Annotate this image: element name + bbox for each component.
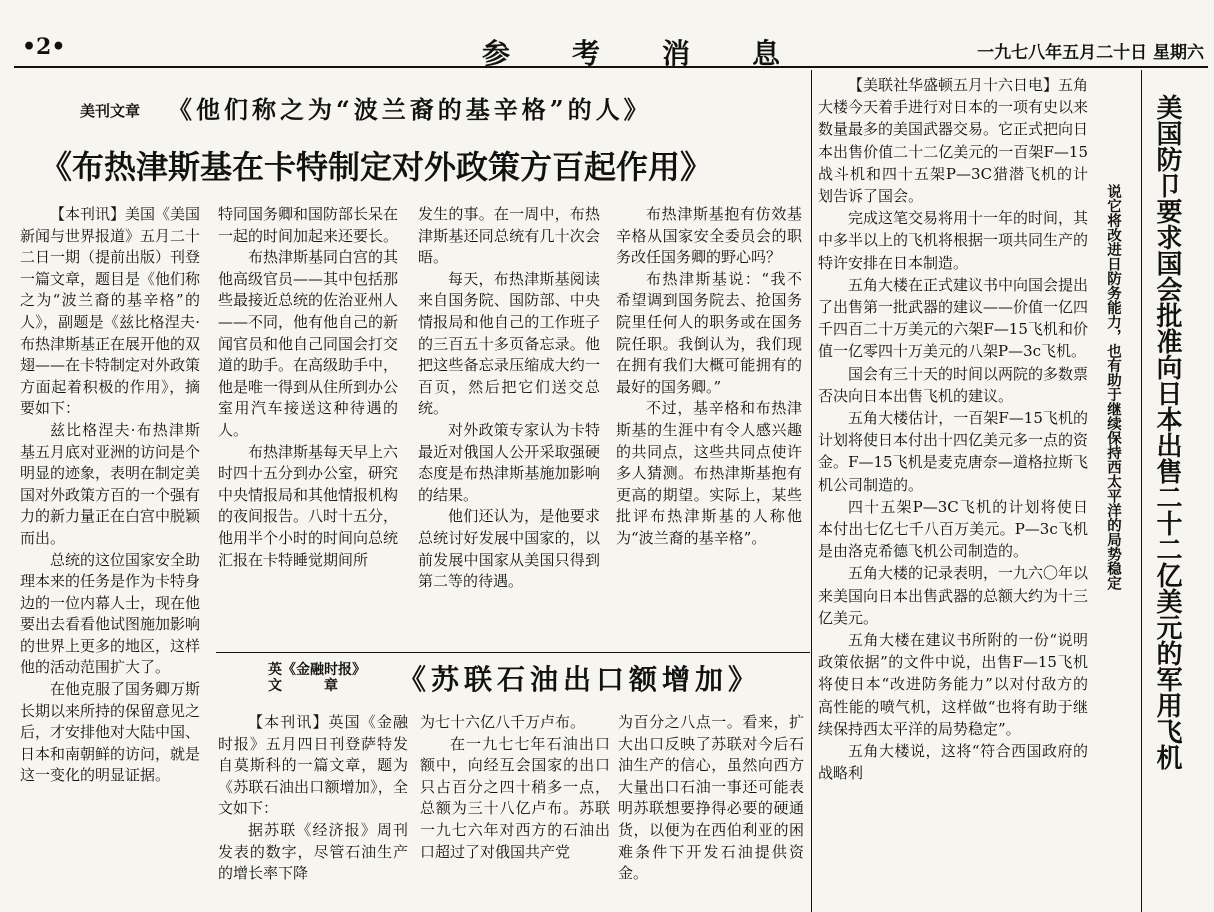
article2-kicker <box>268 662 366 694</box>
paragraph: 对外政策专家认为卡特最近对俄国人公开采取强硬态度是布热津斯基施加影响的结果。 <box>418 420 600 504</box>
paragraph: 五角大楼在建议书所附的一份“说明政策依据”的文件中说，出售F—15飞机将使日本“改进防务能力”以对付敌方的高性能的喷气机，这样做“也将有助于继续保持西太平洋的局势稳定”。 <box>818 631 1088 738</box>
paragraph: 发生的事。在一周中，布热津斯基还同总统有几十次会晤。 <box>418 205 600 267</box>
article3-subtitle: 说它将改进日防务能力，也有助于继续保持西太平洋的局势稳定 <box>1105 184 1122 590</box>
article1-column-4 <box>616 204 802 649</box>
paragraph: 特同国务卿和国防部长呆在一起的时间加起来还要长。 <box>218 205 398 245</box>
article3-body <box>818 74 1088 910</box>
paragraph: 【美联社华盛顿五月十六日电】五角大楼今天着手进行对日本的一项有史以来数量最多的美国武器交易。它正式把向日本出售价值二十二亿美元的一百架F—15战斗机和四十五架P—3C猎潜飞机的计划告诉了国会。 <box>818 76 1088 206</box>
article2-kicker-line2: 文 章 <box>268 678 338 694</box>
paragraph: 布热津斯基同白宫的其他高级官员——其中包括那些最接近总统的佐治亚州人——不同，他有他自己的新闻官员和他自己同国会打交道的助手。在高级助手中，他是唯一得到从住所到办公室用汽车接送这种待遇的人。 <box>218 248 398 439</box>
article1-column-3 <box>418 204 600 649</box>
article1-column-2 <box>218 204 398 649</box>
article1-subtitle: 《他们称之为“波兰裔的基辛格”的人》 <box>168 95 652 124</box>
paragraph: 五角大楼说，这将“符合西国政府的战略利 <box>818 742 1088 783</box>
article1-headline: 《布热津斯基在卡特制定对外政策方百起作用》 <box>40 148 713 186</box>
masthead <box>14 30 1208 68</box>
paragraph: 为七十六亿八千万卢布。 <box>420 713 586 731</box>
paragraph: 【本刊讯】美国《美国新闻与世界报道》五月二十二日一期（提前出版）刊登一篇文章，题目是《他们称之为“波兰裔的基辛格”的人》，副题是《兹比格涅夫·布热津斯基正在展开他的双翅——在卡特制定对外政策方面起着积极的作用》，摘要如下： <box>20 205 200 418</box>
article1-kicker: 美刊文章 <box>80 102 141 120</box>
column-rule-main <box>811 70 812 912</box>
issue-date: 一九七八年五月二十日 星期六 <box>977 43 1204 63</box>
paragraph: 五角大楼估计，一百架F—15飞机的计划将使日本付出十四亿美元多一点的资金。F—15飞机是麦克唐奈—道格拉斯飞机公司制造的。 <box>818 409 1088 494</box>
paragraph: 布热津斯基抱有仿效基辛格从国家安全委员会的职务改任国务卿的野心吗？ <box>616 205 802 267</box>
paragraph: 【本刊讯】英国《金融时报》五月四日刊登萨特发自莫斯科的一篇文章，题为《苏联石油出口额增加》，全文如下： <box>218 713 408 818</box>
article1-column-1 <box>20 204 200 910</box>
paragraph: 为百分之八点一。看来，扩大出口反映了苏联对今后石油生产的信心，虽然向西方大量出口石油一事还可能表明苏联想要挣得必要的硬通货，以便为在西伯利亚的困难条件下开发石油提供资金。 <box>618 713 804 883</box>
article2-headline: 《苏联石油出口额增加》 <box>398 663 762 696</box>
column-rule-right <box>1141 70 1142 912</box>
paragraph: 布热津斯基说：“我不希望调到国务院去、抢国务院里任何人的职务或在国务院任职。我倒认为，我们现在拥有我们大概可能拥有的最好的国务卿。” <box>616 269 802 396</box>
paragraph: 五角大楼的记录表明，一九六〇年以来美国向日本出售武器的总额大约为十三亿美元。 <box>818 564 1088 627</box>
page-number: •2• <box>22 34 66 60</box>
article-divider <box>216 652 810 653</box>
paragraph: 布热津斯基每天早上六时四十五分到办公室，研究中央情报局和其他情报机构的夜间报告。八时十五分，他用半个小时的时间向总统汇报在卡特睡觉期间所 <box>218 442 398 569</box>
article2-column-2 <box>420 712 610 910</box>
article2-column-3 <box>618 712 804 910</box>
paragraph: 兹比格涅夫·布热津斯基五月底对亚洲的访问是个明显的迹象，表明在制定美国对外政策方百的一个强有力的新力量正在白宫中脱颖而出。 <box>20 420 200 547</box>
newspaper-title: 参考消息 <box>482 37 843 70</box>
paragraph: 五角大楼在正式建议书中向国会提出了出售第一批武器的建议——价值一亿四千四百二十万美元的六架F—15飞机和价值一亿零四十万美元的八架P—3c飞机。 <box>818 275 1088 361</box>
paragraph: 完成这笔交易将用十一年的时间，其中多半以上的飞机将根据一项共同生产的特许安排在日本制造。 <box>818 209 1088 272</box>
paragraph: 每天，布热津斯基阅读来自国务院、国防部、中央情报局和他自己的工作班子的三百五十多页备忘录。他把这些备忘录压缩成大约一百页，然后把它们送交总统。 <box>418 269 600 418</box>
paragraph: 他们还认为，是他要求总统讨好发展中国家的，以前发展中国家从美国只得到第二等的待遇。 <box>418 507 600 591</box>
paragraph: 在他克服了国务卿万斯长期以来所持的保留意见之后，才安排他对大陆中国、日本和南朝鲜的访问，就是这一变化的明显证据。 <box>20 680 200 785</box>
article2-column-1 <box>218 712 408 910</box>
paragraph: 四十五架P—3C飞机的计划将使日本付出七亿七千八百万美元。P—3c飞机是由洛克希德飞机公司制造的。 <box>818 497 1088 561</box>
paragraph: 总统的这位国家安全助理本来的任务是作为卡特身边的一位内幕人士，现在他要出去看看他试图施加影响的世界上更多的地区，这样他的活动范围扩大了。 <box>20 550 200 677</box>
paragraph: 在一九七七年石油出口额中，向经互会国家的出口只占百分之四十稍多一点，总额为三十八亿卢布。苏联一九七六年对西方的石油出口超过了对俄国共产党 <box>420 734 610 861</box>
paragraph: 不过，基辛格和布热津斯基的生涯中有令人感兴趣的共同点，这些共同点使许多人猜测。布热津斯基抱有更高的期望。实际上，某些批评布热津斯基的人称他为“波兰裔的基辛格”。 <box>616 399 802 547</box>
article2-kicker-line1: 英《金融时报》 <box>268 662 366 678</box>
paragraph: 国会有三十天的时间以两院的多数票否决向日本出售飞机的建议。 <box>818 364 1088 405</box>
paragraph: 据苏联《经济报》周刊发表的数字，尽管石油生产的增长率下降 <box>218 820 408 883</box>
article3-headline: 美国防卩要求国会批准向日本出售二十二亿美元的军用飞机 <box>1152 94 1182 770</box>
